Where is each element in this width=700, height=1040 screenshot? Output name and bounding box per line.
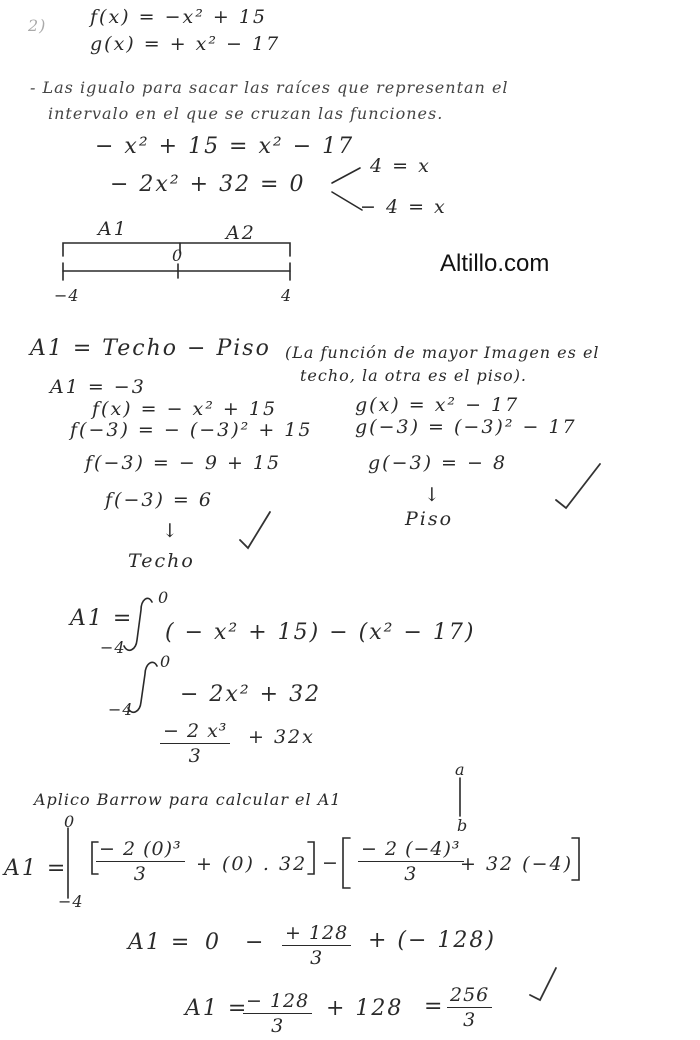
antiderivative-tail: + 32x [248, 726, 315, 748]
checkmark-icon-1 [240, 512, 270, 548]
f-arrow-icon: ↓ [162, 520, 180, 542]
barrow-bar-top: a [455, 760, 466, 779]
barrow-term-2-tail: + 32 (−4) [460, 853, 574, 875]
bracket-1-right [308, 842, 314, 874]
barrow-term-2-numerator: − 2 (−4)³ [358, 838, 464, 862]
step1-label: A1 = [128, 930, 192, 955]
barrow-upper-limit: 0 [64, 812, 76, 831]
final-label: A1 = [185, 996, 249, 1021]
final-result-denominator: 3 [463, 1009, 477, 1031]
integrand-2: − 2x² + 32 [180, 682, 322, 707]
f-eval-line-3: f(−3) = − 9 + 15 [85, 452, 282, 474]
number-line-label-a1: A1 [98, 218, 128, 240]
barrow-a1-label: A1 = [4, 856, 68, 881]
number-line-right: 4 [281, 286, 293, 305]
item-marker: 2) [28, 16, 47, 35]
watermark: Altillo.com [440, 250, 550, 277]
root-branch-lower [332, 192, 362, 210]
integral-upper-limit-2: 0 [160, 652, 172, 671]
interval-bracket [63, 243, 290, 256]
root-positive: 4 = x [370, 155, 431, 177]
eval-point: A1 = −3 [50, 376, 146, 398]
barrow-minus: − [322, 852, 340, 874]
f-eval-line-4: f(−3) = 6 [105, 489, 213, 511]
root-branch-upper [332, 168, 360, 183]
area-note-1: (La función de mayor Imagen es el [285, 343, 600, 362]
integral-lower-limit-2: −4 [108, 700, 134, 719]
step1-zero: 0 [205, 930, 221, 955]
integral-sign-1 [124, 598, 152, 650]
final-result-numerator: 256 [447, 984, 492, 1008]
number-line [63, 263, 290, 280]
final-fraction-1-denominator: 3 [271, 1015, 285, 1037]
root-negative: − 4 = x [360, 196, 447, 218]
function-f: f(x) = −x² + 15 [90, 6, 267, 28]
equation-1: − x² + 15 = x² − 17 [95, 134, 355, 159]
g-result-piso: Piso [405, 508, 454, 530]
step1-denominator: 3 [310, 947, 324, 969]
barrow-bar-bottom: b [457, 816, 469, 835]
intro-line-1: - Las igualo para sacar las raíces que representan el [30, 78, 509, 97]
barrow-lower-limit: −4 [58, 892, 84, 911]
g-arrow-icon: ↓ [424, 484, 442, 506]
bracket-1-left [92, 842, 98, 874]
checkmark-icon-3 [530, 968, 556, 1000]
f-eval-line-1: f(x) = − x² + 15 [92, 398, 278, 420]
number-line-label-a2: A2 [226, 222, 256, 244]
area-note-2: techo, la otra es el piso). [300, 366, 528, 385]
bracket-2-right [572, 838, 579, 880]
barrow-term-2-denominator: 3 [404, 863, 418, 885]
barrow-term-1-numerator: − 2 (0)³ [96, 838, 185, 862]
f-eval-line-2: f(−3) = − (−3)² + 15 [70, 419, 313, 441]
step1-minus: − [245, 930, 266, 955]
bracket-2-left [343, 838, 350, 888]
integral-label: A1 = [70, 606, 134, 631]
antiderivative-numerator: − 2 x³ [160, 720, 230, 744]
integral-upper-limit: 0 [158, 588, 170, 607]
barrow-term-1-tail: + (0) . 32 [196, 853, 308, 875]
integral-lower-limit: −4 [100, 638, 126, 657]
final-mid: + 128 [326, 996, 404, 1021]
barrow-term-1-denominator: 3 [133, 863, 147, 885]
step1-numerator: + 128 [282, 922, 351, 946]
equation-2: − 2x² + 32 = 0 [110, 172, 306, 197]
step1-tail: + (− 128) [368, 928, 497, 953]
number-line-zero: 0 [172, 246, 184, 265]
number-line-left: −4 [54, 286, 80, 305]
f-result-techo: Techo [128, 550, 195, 572]
g-eval-line-2: g(−3) = (−3)² − 17 [355, 416, 577, 438]
barrow-text: Aplico Barrow para calcular el A1 [34, 790, 342, 809]
final-fraction-1-numerator: − 128 [243, 990, 312, 1014]
checkmark-icon-2 [556, 464, 600, 508]
g-eval-line-3: g(−3) = − 8 [368, 452, 508, 474]
final-equals: = [424, 994, 445, 1019]
intro-line-2: intervalo en el que se cruzan las funciones. [48, 104, 444, 123]
integral-sign-2 [128, 662, 157, 712]
g-eval-line-1: g(x) = x² − 17 [355, 394, 520, 416]
integrand-1: ( − x² + 15) − (x² − 17) [165, 620, 476, 645]
antiderivative-denominator: 3 [188, 745, 202, 767]
function-g: g(x) = + x² − 17 [90, 33, 281, 55]
area-definition: A1 = Techo − Piso [30, 336, 271, 361]
